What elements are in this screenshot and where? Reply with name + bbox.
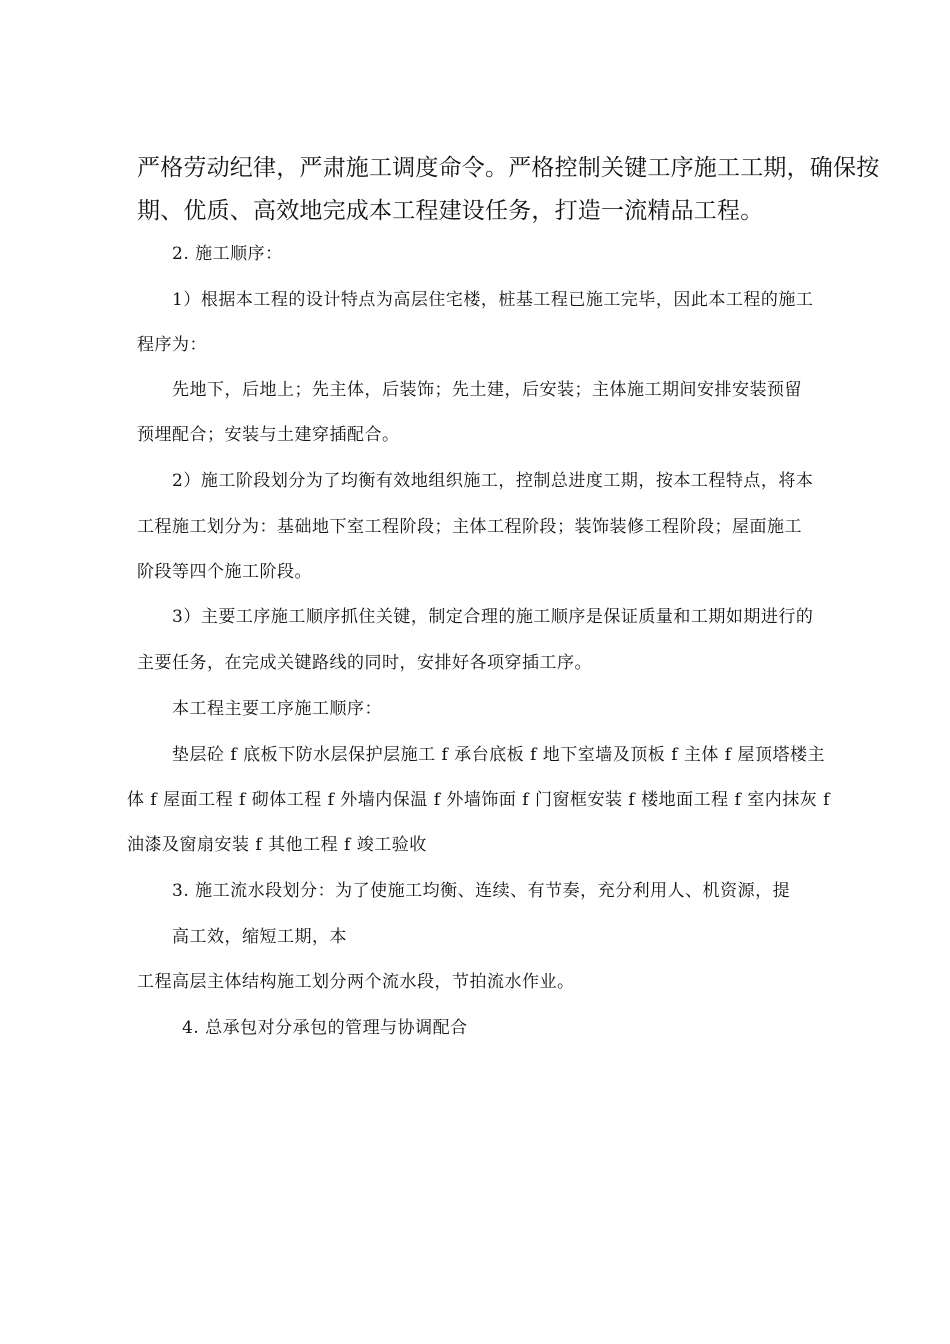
- section-heading: 2. 施工顺序：: [172, 244, 283, 264]
- paragraph-line: 期、优质、高效地完成本工程建设任务，打造一流精品工程。: [137, 198, 764, 224]
- paragraph-line: 1）根据本工程的设计特点为高层住宅楼，桩基工程已施工完毕，因此本工程的施工: [172, 290, 814, 310]
- paragraph-line: 3）主要工序施工顺序抓住关键，制定合理的施工顺序是保证质量和工期如期进行的: [172, 607, 814, 627]
- paragraph-line: 高工效，缩短工期，本: [172, 927, 347, 947]
- paragraph-line: 先地下，后地上；先主体，后装饰；先土建，后安装；主体施工期间安排安装预留: [172, 380, 802, 400]
- paragraph-line: 工程高层主体结构施工划分两个流水段，节拍流水作业。: [137, 972, 575, 992]
- section-heading: 3. 施工流水段划分：为了使施工均衡、连续、有节奏，充分利用人、机资源，提: [172, 881, 791, 901]
- section-heading: 4. 总承包对分承包的管理与协调配合: [182, 1018, 468, 1038]
- sequence-line: 油漆及窗扇安装 f 其他工程 f 竣工验收: [127, 835, 427, 855]
- paragraph-line: 严格劳动纪律，严肃施工调度命令。严格控制关键工序施工工期，确保按: [137, 155, 880, 181]
- paragraph-line: 工程施工划分为：基础地下室工程阶段；主体工程阶段；装饰装修工程阶段；屋面施工: [137, 517, 802, 537]
- paragraph-line: 预埋配合；安装与土建穿插配合。: [137, 425, 400, 445]
- paragraph-line: 主要任务，在完成关键路线的同时，安排好各项穿插工序。: [137, 653, 592, 673]
- paragraph-line: 本工程主要工序施工顺序：: [172, 699, 382, 719]
- paragraph-line: 程序为：: [137, 335, 207, 355]
- sequence-line: 垫层砼 f 底板下防水层保护层施工 f 承台底板 f 地下室墙及顶板 f 主体 f 屋顶塔楼主: [172, 745, 825, 765]
- sequence-line: 体 f 屋面工程 f 砌体工程 f 外墙内保温 f 外墙饰面 f 门窗框安装 f 楼地面工程 f 室内抹灰 f: [127, 790, 830, 810]
- paragraph-line: 2）施工阶段划分为了均衡有效地组织施工，控制总进度工期，按本工程特点，将本: [172, 471, 814, 491]
- paragraph-line: 阶段等四个施工阶段。: [137, 562, 312, 582]
